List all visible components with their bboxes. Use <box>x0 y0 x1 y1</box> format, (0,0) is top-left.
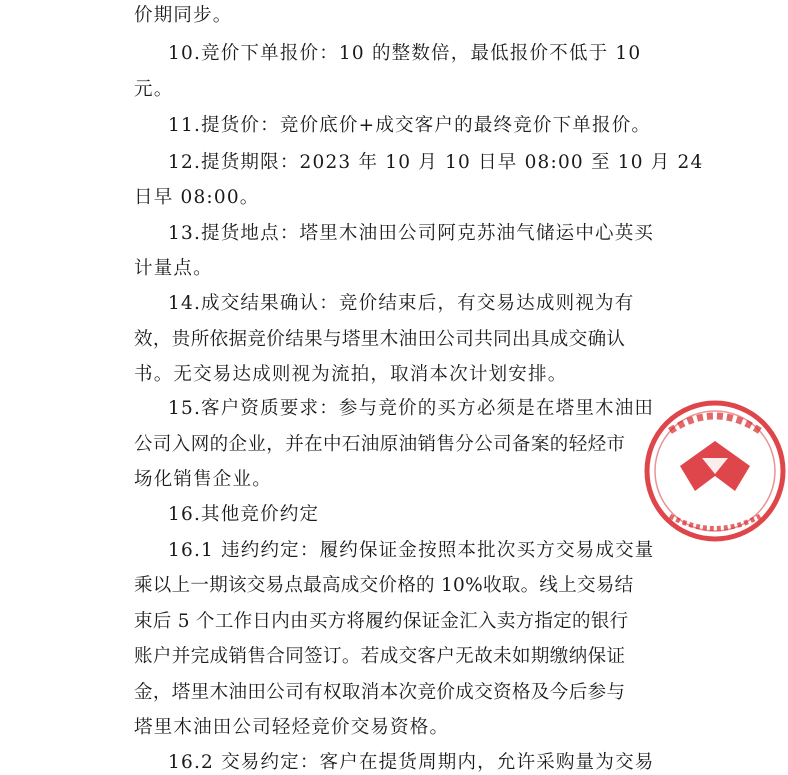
text-line: 16.1 违约约定：履约保证金按照本批次买方交易成交量 <box>168 540 655 561</box>
text-line: 元。 <box>134 79 174 100</box>
text-line: 金，塔里木油田公司有权取消本次竞价成交资格及今后参与 <box>134 682 626 703</box>
text-line: 16.其他竞价约定 <box>168 504 320 525</box>
text-line: 账户并完成销售合同签订。若成交客户无故未如期缴纳保证 <box>134 646 626 667</box>
text-line: 计量点。 <box>134 258 213 279</box>
text-line: 15.客户资质要求：参与竞价的买方必须是在塔里木油田 <box>168 398 655 419</box>
text-line: 公司入网的企业，并在中石油原油销售分公司备案的轻烃市 <box>134 434 626 455</box>
text-line: 价期同步。 <box>134 5 233 26</box>
text-line: 塔里木油田公司轻烃竞价交易资格。 <box>134 717 450 738</box>
text-line: 11.提货价：竞价底价+成交客户的最终竞价下单报价。 <box>168 115 652 136</box>
text-line: 16.2 交易约定：客户在提货周期内，允许采购量为交易 <box>168 752 655 773</box>
official-seal-icon <box>640 396 788 546</box>
text-line: 10.竞价下单报价：10 的整数倍，最低报价不低于 10 <box>168 43 642 64</box>
text-line: 效，贵所依据竞价结果与塔里木油田公司共同出具成交确认 <box>134 329 626 350</box>
text-line: 14.成交结果确认：竞价结束后，有交易达成则视为有 <box>168 293 635 314</box>
text-line: 乘以上一期该交易点最高成交价格的 10%收取。线上交易结 <box>134 575 634 596</box>
text-line: 束后 5 个工作日内由买方将履约保证金汇入卖方指定的银行 <box>134 611 629 632</box>
text-line: 书。无交易达成则视为流拍，取消本次计划安排。 <box>134 364 568 385</box>
text-line: 13.提货地点：塔里木油田公司阿克苏油气储运中心英买 <box>168 223 655 244</box>
text-line: 场化销售企业。 <box>134 469 272 490</box>
text-line: 日早 08:00。 <box>134 187 260 208</box>
text-line: 12.提货期限：2023 年 10 月 10 日早 08:00 至 10 月 24 <box>168 152 704 173</box>
